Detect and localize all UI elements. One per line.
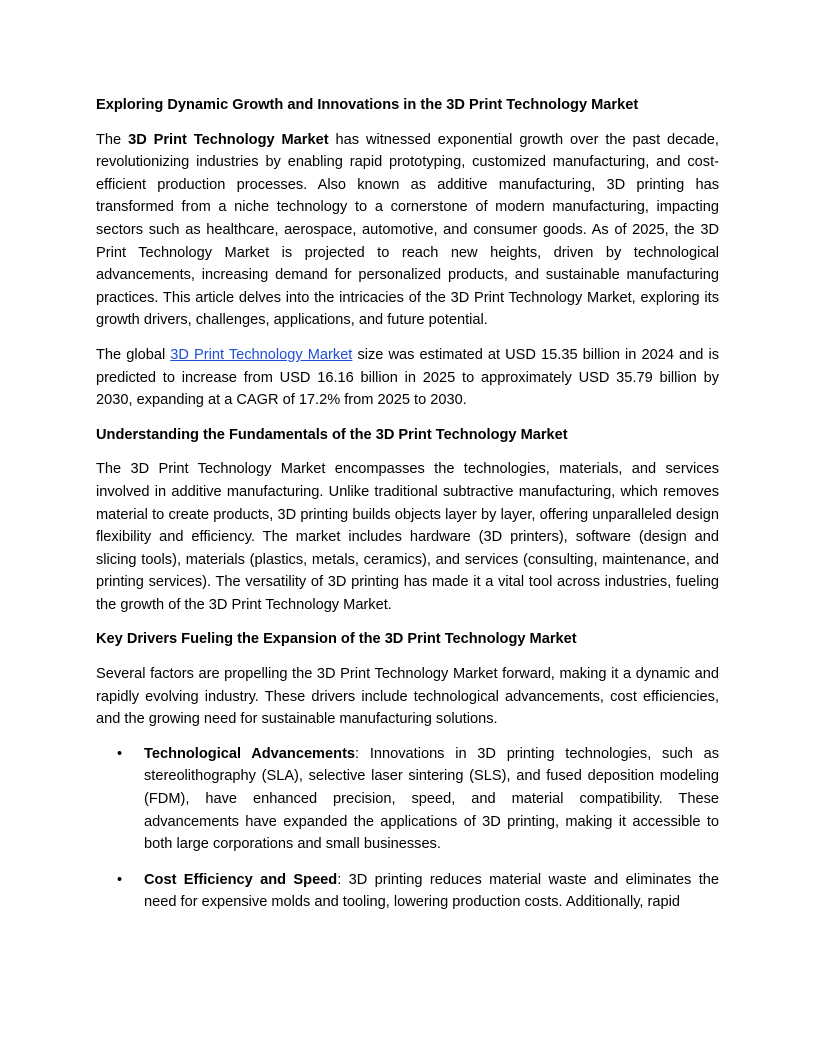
market-size-rest: size was estimated at USD 15.35 billion in 2024 and is predicted to increase from USD 16.16 billion in 2025 to approximately USD 35.79 billion by 2030, expanding at a CAGR of 17.2% from 2025 to 2030. [96, 346, 720, 409]
bullet-text: : Innovations in 3D printing technologies, such as stereolithography (SLA), selective laser sintering (SLS), and fused deposition modeling (FDM), have enhanced precision, speed, and material compatibility. These advancements have expanded the applications of 3D printing, making it accessible to both large corporations and small businesses. [144, 745, 719, 853]
section-heading-drivers: Key Drivers Fueling the Expansion of the 3D Print Technology Market [96, 631, 577, 648]
intro-paragraph [96, 129, 719, 332]
section-body-drivers: Several factors are propelling the 3D Print Technology Market forward, making it a dynamic and rapidly evolving industry. These drivers include technological advancements, cost efficiencies, and the growing need for sustainable manufacturing solutions. [96, 666, 719, 728]
market-size-paragraph [96, 344, 719, 412]
intro-rest: has witnessed exponential growth over the past decade, revolutionizing industries by enabling rapid prototyping, customized manufacturing, and cost-efficient production processes. Also known as additive manufacturing, 3D printing has transformed from a niche technology to a cornerstone of modern manufacturing, impacting sectors such as healthcare, aerospace, automotive, and consumer goods. As of 2025, the 3D Print Technology Market is projected to reach new heights, driven by technological advancements, increasing demand for personalized products, and sustainable manufacturing practices. This article delves into the intricacies of the 3D Print Technology Market, exploring its growth drivers, challenges, applications, and future potential. [96, 131, 719, 329]
intro-lead: The [96, 131, 122, 148]
article-title: Exploring Dynamic Growth and Innovations in the 3D Print Technology Market [96, 97, 639, 113]
document-page [96, 94, 719, 927]
bullet-icon: • [117, 871, 123, 888]
bullet-icon: • [117, 745, 123, 762]
drivers-bullet-list [96, 743, 719, 914]
bullet-title: Cost Efficiency and Speed [144, 871, 338, 888]
section-heading-fundamentals: Understanding the Fundamentals of the 3D Print Technology Market [96, 426, 568, 443]
intro-bold-term: 3D Print Technology Market [128, 131, 329, 148]
section-body-fundamentals: The 3D Print Technology Market encompasses the technologies, materials, and services involved in additive manufacturing. Unlike traditional subtractive manufacturing, which removes material to create products, 3D printing builds objects layer by layer, offering unparalleled design flexibility and efficiency. The market includes hardware (3D printers), software (design and slicing tools), materials (plastics, metals, ceramics), and services (consulting, maintenance, and printing services). The versatility of 3D printing has made it a vital tool across industries, fueling the growth of the 3D Print Technology Market. [96, 461, 719, 613]
market-size-lead: The global [96, 346, 166, 363]
bullet-title: Technological Advancements [144, 745, 356, 762]
bullet-text: : 3D printing reduces material waste and eliminates the need for expensive molds and tooling, lowering production costs. Additionally, rapid [144, 871, 720, 911]
list-item [96, 869, 719, 914]
market-report-link[interactable]: 3D Print Technology Market [170, 346, 353, 363]
list-item [96, 743, 719, 856]
